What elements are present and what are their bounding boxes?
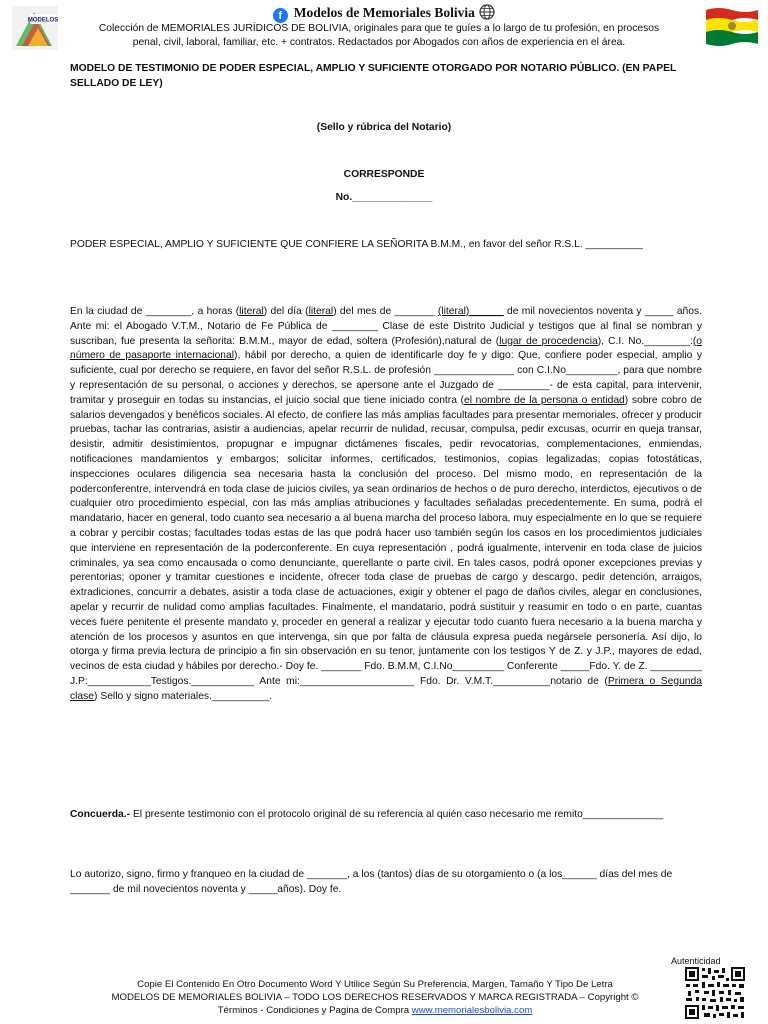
logo-text: MODELOS — [27, 17, 58, 24]
facebook-icon[interactable]: f — [273, 8, 288, 23]
body-text: de mil novecientos noventa y _____ años. Ante mi: el Abogado V.T.M., Notario de Fe Pública de ________ Clase de este Distrito Judicial y testigos que al final se nombran y suscriban, fue presenta la señorita: B.M.M., mayor de edad, soltera (Profesión),natural de ( — [70, 306, 703, 347]
document-heading: MODELO DE TESTIMONIO DE PODER ESPECIAL, AMPLIO Y SUFICIENTE OTORGADO POR NOTARIO PÚBLICO. (EN PAPEL SELLADO DE LEY) — [70, 63, 677, 89]
underlined-placeholder: literal — [239, 306, 264, 317]
concuerda-text: El presente testimonio con el protocolo original de su referencia al quién caso necesario me remito______________ — [130, 809, 663, 820]
subtitle-line-1: Colección de MEMORIALES JURÍDICOS DE BOLIVIA, originales para que te guíes a lo largo de tu profesión, en procesos — [98, 23, 660, 34]
underlined-placeholder: (o número de pasaporte internacional — [70, 335, 702, 362]
body-text: ), C.I. No.________: — [597, 335, 693, 347]
underlined-placeholder: el nombre de la persona o entidad — [463, 394, 625, 406]
underlined-placeholder: (literal)______ — [437, 306, 504, 317]
footer-terms-text: Términos - Condiciones y Pagina de Compra — [217, 1005, 412, 1016]
underlined-placeholder: literal — [308, 306, 334, 317]
autorizo-paragraph: Lo autorizo, signo, firmo y franqueo en la ciudad de _______, a los (tantos) días de su otorgamiento o (a los______ días del mes de _______ de mil novecientos noventa y _____años). Doy fe. — [70, 869, 673, 895]
subtitle-line-2: penal, civil, laboral, familiar, etc. + contratos. Redactados por Abogados con años de experiencia en el área. — [132, 37, 626, 48]
footer — [70, 978, 680, 1017]
testimonio-body: En la ciudad de ________, a horas (literal) del día (literal) del mes de _______ (literal)______ de mil novecientos noventa y _____ años. Ante mi: el Abogado V.T.M., Notario de Fe Pública de ________ Clase de este Distrito Judicial y testigos que al final se nombran y suscriban, fue presenta la señorita: B.M.M., mayor de edad, soltera (Profesión),natural de (lugar de procedencia), C.I. No.________:(o número de pasaporte internacional), hábil por derecho, a quien de identificarle doy fe y digo: Que, confiere poder especial, amplio y suficiente, cual por derecho se requiere, en favor del señor R.S.L. de profesión ______________ con C.I.No_________, para que nombre y representación de su personal, o acciones y derechos, se apersone ante el Juzgado de _________- de esta capital, para intervenir, tramitar y proseguir en todas su instancias, el juicio social que tiene iniciado contra (el nombre de la persona o entidad) sobre cobro de salarios devengados y benéficos sociales. Al efecto, de confiere las más amplias facultades para presentar memoriales, ofrecer y producir pruebas, tachar las contrarias, asistir a audiencias, apelar recurrir de nulidad, recusar, compulsa, pedir excusas, ocurrir en queja transar, desistir, admitir desistimientos, propugnar e impugnar dictámenes fiscales, pedir revocatorias, complementaciones, enmiendas, notificaciones mandamientos y embargos; solicitar informes, certificados, testimonios, copias legalizadas, copias fotostáticas, inspecciones oculares diligencia sea necesaria hasta la conclusión del proceso. Del mismo modo, en representación de la poderconferentre, intervendrá en toda clase de juicios civiles, ya sean ordinarios de hechos o de puro derecho, interdictos, ejecutivos o de cualquier otro procedimiento especial, con las más amplias atribuciones y facultades señaladas precedentemente. En suma, podrá el mandatario, hacer en general, todo cuanto sea necesario a al buena marcha del proceso labora, muy especialmente en lo que se requiere a cobrar y percibir costas; facultades todas estas de las que podrá hacer uso también según los casos en los procedimientos judiciales que interviene en representación de la poderconferente. En cuya representación , podrá igualmente, intervenir en toda clase de juicios criminales, ya sea como encausada o como denunciante, querellante o parte civil. En tales casos, podrá oponer excepciones previas y perentorias; oponer y tramitar cuestiones e incidente, ofrecer toda clase de pruebas de cargo y descargo, pedir detención, arraigos, extradiciones, concurrir a debates, asistir a toda clase de actuaciones, exigir y obtener el pago de daños civiles, alegar en conclusiones, apelar y recurrir de nulidad como amplias facultades. Finalmente, el mandatario, podrá sustituir y reasumir en todo o en parte, cuantas veces fuere penitente el presente mandato y, proceder en general a realizar y ejecutar todo cuanto fuera necesario a la buena marcha y atención de los procesos y asuntos en que intervenga, sin que por falta de cláusula expresa pueda negársele personería. Así dijo, lo otorga y firma previa lectura de principio a fin sin observación en su tenor, juntamente con los testigos Y de Z. y J.P., mayores de edad, vecinos de esta ciudad y hábiles por derecho.- Doy fe. _______ Fdo. B.M.M, C.I.No_________ Conferente _____Fdo. Y. de Z. _________ J.P:___________Testigos.___________ Ante mi:____________________ Fdo. Dr. V.M.T.__________notario de (Primera o Segunda clase) Sello y signo materiales.__________. — [70, 306, 703, 702]
underlined-placeholder: lugar de procedencia — [499, 335, 598, 347]
body-text: ), hábil por derecho, a quien de identificarle doy fe y digo: Que, confiere poder especial, amplio y suficiente, cual por derecho se requiere, en favor del señor R.S.L. de profesión ______________ con C.I.No_________, para que nombre y representación de su personal, o acciones y derechos, se apersone ante el Juzgado de _________- de esta capital, para intervenir, tramitar y proseguir en todas su instancias, el juicio social que tiene iniciado contra ( — [70, 350, 702, 406]
body-text: ) del mes de _______ — [333, 306, 438, 317]
underlined-placeholder: Primera o Segunda clase — [70, 675, 702, 702]
footer-line-2: MODELOS DE MEMORIALES BOLIVIA – TODO LOS DERECHOS RESERVADOS Y MARCA REGISTRADA – Copyright © — [111, 992, 639, 1003]
site-title — [0, 4, 768, 24]
bolivia-flag-icon — [704, 4, 760, 48]
footer-line-1: Copie El Contenido En Otro Documento Word Y Utilice Según Su Preferencia, Margen, Tamaño Y Tipo De Letra — [137, 979, 613, 990]
footer-line-3 — [70, 1004, 680, 1017]
qr-code-icon[interactable] — [684, 966, 746, 1020]
authenticity-label: Autenticidad — [671, 956, 721, 966]
website-link[interactable]: www.memorialesbolivia.com — [411, 1005, 533, 1016]
corresponde-label: CORRESPONDE — [343, 169, 425, 180]
concuerda-label: Concuerda.- — [70, 809, 131, 820]
body-text: ) del día ( — [263, 306, 309, 317]
body-text: ) sobre cobro de salarios devengados y benéficos sociales. Al efecto, de confiere las más amplias facultades para presentar memoriales, ofrecer y producir pruebas, tachar las contrarias, asistir a audiencias, apelar recurrir de nulidad, recusar, compulsa, pedir excusas, ocurrir en queja transar, desistir, admitir desistimientos, propugnar e impugnar dictámenes fiscales, pedir revocatorias, complementaciones, enmiendas, notificaciones mandamientos y embargos; solicitar informes, certificados, testimonios, copias legalizadas, copias fotostáticas, inspecciones oculares diligencia sea necesaria hasta la conclusión del proceso. Del mismo modo, en representación de la poderconferentre, intervendrá en toda clase de juicios civiles, ya sean ordinarios de hechos o de puro derecho, interdictos, ejecutivos o de cualquier otro procedimiento especial, con las más amplias atribuciones y facultades señaladas precedentemente. En suma, podrá el mandatario, hacer en general, todo cuanto sea necesario a al buena marcha del proceso labora, muy especialmente en lo que se requiere a cobrar y percibir costas; facultades todas estas de las que podrá hacer uso también según los casos en los procedimientos judiciales que interviene en representación de la poderconferente. En cuya representación , podrá igualmente, intervenir en toda clase de juicios criminales, ya sea como encausada o como denunciante, querellante o parte civil. En tales casos, podrá oponer excepciones previas y perentorias; oponer y tramitar cuestiones e incidente, ofrecer toda clase de pruebas de cargo y descargo, pedir detención, arraigos, extradiciones, concurrir a debates, asistir a toda clase de actuaciones, exigir y obtener el pago de daños civiles, alegar en conclusiones, apelar y recurrir de nulidad como amplias facultades. Finalmente, el mandatario, podrá sustituir y reasumir en todo o en parte, cuantas veces fuere penitente el presente mandato y, proceder en general a realizar y ejecutar todo cuanto fuera necesario a la buena marcha y atención de los procesos y asuntos en que intervenga, sin que por falta de cláusula expresa pueda negársele personería. Así dijo, lo otorga y firma previa lectura de principio a fin sin observación en su tenor, juntamente con los testigos Y de Z. y J.P., mayores de edad, vecinos de esta ciudad y hábiles por derecho.- Doy fe. _______ Fdo. B.M.M, C.I.No_________ Conferente _____Fdo. Y. de Z. _________ J.P:___________Testigos.___________ Ante mi:____________________ Fdo. Dr. V.M.T.__________notario de ( — [70, 394, 703, 687]
notary-seal-note: (Sello y rúbrica del Notario) — [316, 122, 452, 133]
concuerda-paragraph — [70, 808, 702, 823]
body-text: En la ciudad de ________, a horas — [70, 306, 236, 317]
poder-line: PODER ESPECIAL, AMPLIO Y SUFICIENTE QUE CONFIERE LA SEÑORITA B.M.M., en favor del señor R.S.L. __________ — [70, 239, 643, 250]
body-text: ) Sello y signo materiales.__________. — [94, 690, 273, 702]
document-number: No.______________ — [335, 192, 433, 203]
header-subtitle — [70, 22, 688, 50]
site-title-text: Modelos de Memoriales Bolivia — [293, 5, 475, 20]
globe-icon[interactable] — [479, 4, 495, 24]
